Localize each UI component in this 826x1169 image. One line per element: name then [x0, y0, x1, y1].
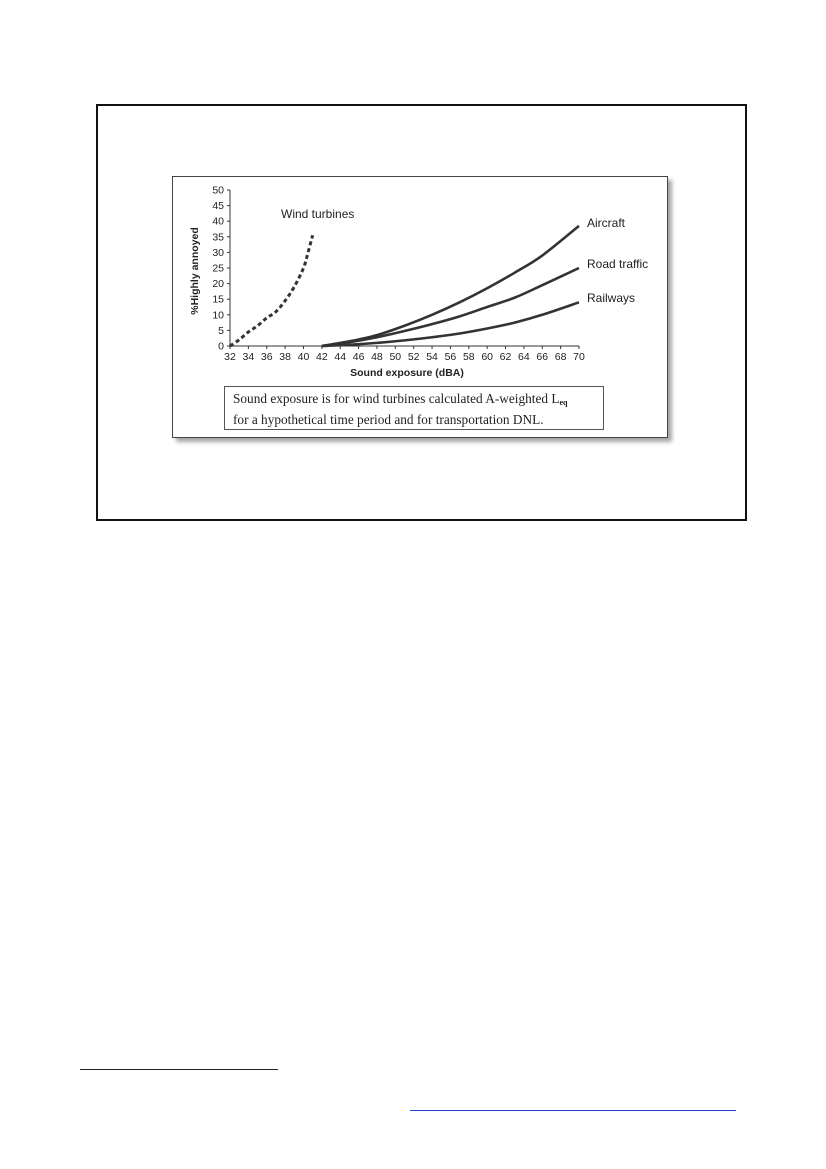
- y-tick-label: 45: [212, 200, 224, 213]
- y-tick-label: 0: [218, 340, 224, 353]
- series-line-wind-turbines: [230, 235, 313, 346]
- x-tick-label: 58: [462, 351, 475, 363]
- x-tick-label: 54: [426, 351, 438, 363]
- x-tick-label: 64: [518, 351, 530, 363]
- y-tick-label: 15: [212, 293, 224, 306]
- y-axis-title: %Highly annoyed: [189, 227, 201, 315]
- x-tick-label: 46: [352, 351, 365, 363]
- x-tick-label: 38: [279, 351, 291, 363]
- y-tick-label: 20: [212, 278, 224, 291]
- y-tick-label: 40: [212, 215, 224, 228]
- footnote-separator: [80, 1069, 278, 1070]
- x-tick-label: 50: [389, 351, 402, 363]
- x-tick-label: 66: [536, 351, 549, 363]
- caption-line-1: Sound exposure is for wind turbines calculated A-weighted $L_{eq}$: [233, 391, 568, 407]
- x-tick-label: 44: [334, 351, 347, 363]
- chart-caption: [224, 386, 604, 430]
- x-tick-label: 36: [260, 351, 273, 363]
- x-tick-label: 48: [371, 351, 383, 363]
- x-tick-label: 56: [444, 351, 457, 363]
- x-tick-label: 60: [481, 351, 494, 363]
- chart-panel: [172, 176, 668, 438]
- series-label-aircraft: Aircraft: [587, 216, 626, 230]
- x-tick-label: 40: [297, 351, 310, 363]
- x-tick-label: 32: [224, 351, 236, 363]
- y-tick-label: 5: [218, 324, 224, 337]
- y-tick-label: 10: [212, 309, 224, 322]
- x-tick-label: 68: [554, 351, 567, 363]
- x-tick-label: 52: [407, 351, 420, 363]
- x-tick-label: 42: [315, 351, 328, 363]
- x-tick-label: 62: [499, 351, 512, 363]
- series-label-road-traffic: Road traffic: [587, 257, 649, 271]
- series-label-wind-turbines: Wind turbines: [281, 207, 355, 221]
- caption-line-2: for a hypothetical time period and for transportation DNL.: [233, 412, 544, 427]
- y-tick-label: 30: [212, 246, 224, 259]
- y-tick-label: 25: [212, 262, 224, 275]
- x-tick-label: 34: [242, 351, 255, 363]
- y-tick-label: 35: [212, 231, 224, 244]
- series-label-railways: Railways: [587, 291, 636, 305]
- footnote-link-underline[interactable]: [410, 1110, 736, 1111]
- chart-plot: [173, 177, 667, 383]
- y-tick-label: 50: [212, 184, 224, 197]
- x-axis-title: Sound exposure (dBA): [350, 367, 464, 379]
- x-tick-label: 70: [573, 351, 585, 363]
